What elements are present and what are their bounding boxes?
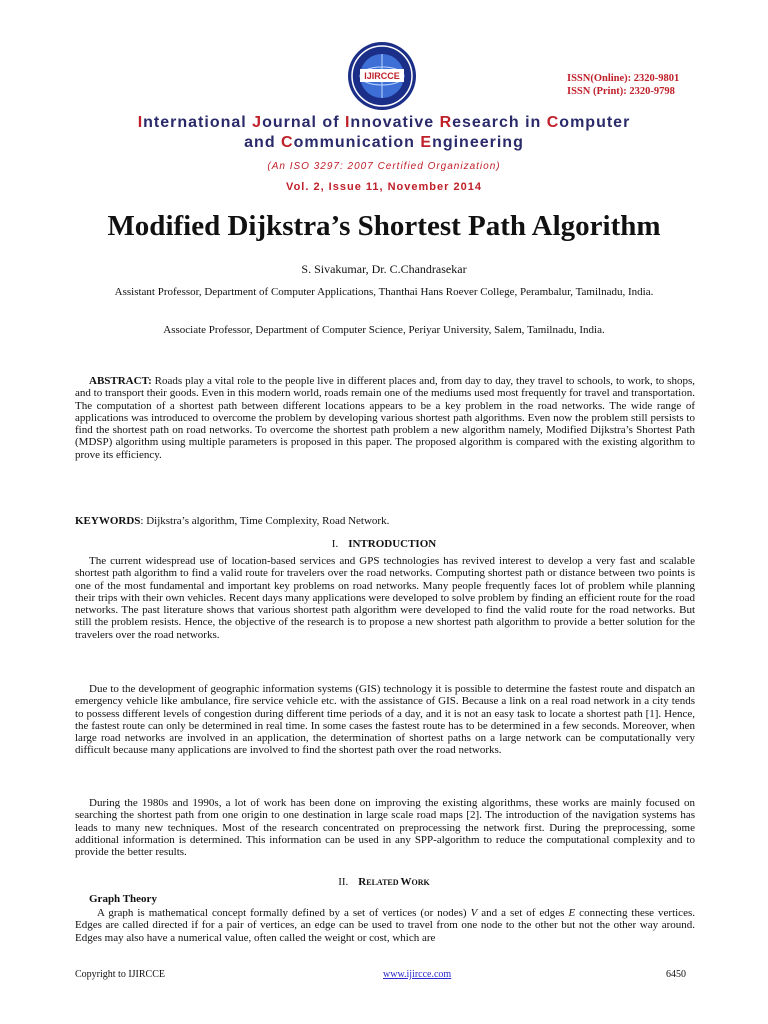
- footer-page-number: 6450: [666, 969, 686, 980]
- journal-initial: E: [420, 134, 433, 151]
- graph-theory-paragraph: [75, 907, 695, 944]
- subsection-title: Graph Theory: [89, 893, 157, 905]
- intro-paragraph-3: During the 1980s and 1990s, a lot of work has been done on improving the existing algorithms, these works are mainly focused on searching the shortest path from one origin to one destination in large scale road maps [2]. The introduction of the navigation systems has leads to many new techniques. Most of the research concentrated on preprocessing the network first. During the preprocessing, some additional information is determined. This information can be used in any SPP-algorithm to reduce the computational complexity and to provide the better results.: [75, 797, 695, 859]
- keywords-label: KEYWORDS: [75, 515, 141, 527]
- journal-initial: J: [252, 114, 263, 131]
- footer-copyright: Copyright to IJIRCCE: [75, 969, 166, 980]
- journal-title-line1: [0, 113, 768, 133]
- graph-symbol-v: V: [470, 907, 478, 919]
- journal-word: nnovative: [350, 114, 440, 131]
- graph-text: connecting these vertices. Edges are called directed if for a pair of vertices, an edge can be used to travel from one node to the other but not the other way around. Edges may also have a numerical value, often called the weight or cost, which are: [75, 907, 695, 944]
- section-title-smallcaps: ELATED: [366, 878, 401, 887]
- journal-initial: I: [344, 114, 351, 131]
- paper-authors: S. Sivakumar, Dr. C.Chandrasekar: [301, 262, 467, 276]
- abstract-label: ABSTRACT:: [89, 375, 152, 387]
- journal-logo: [346, 40, 418, 112]
- journal-initial: C: [281, 134, 294, 151]
- issn-print: ISSN (Print): 2320-9798: [567, 86, 675, 97]
- certification-line: (An ISO 3297: 2007 Certified Organization): [267, 161, 501, 172]
- affiliation-1: Assistant Professor, Department of Computer Applications, Thanthai Hans Roever College, Perambalur, Tamilnadu, India.: [114, 286, 654, 298]
- journal-word: ngineering: [432, 134, 524, 151]
- graph-symbol-e: E: [568, 907, 576, 919]
- journal-initial: I: [137, 114, 144, 131]
- volume-line: Vol. 2, Issue 11, November 2014: [286, 181, 482, 193]
- section-heading-related-work: [0, 876, 768, 888]
- section-number: I.: [331, 538, 339, 550]
- abstract-text: Roads play a vital role to the people live in different places and, from day to day, they travel to schools, to work, to shops, and to transport their goods. Even in this modern world, roads remain one of the mediums used most frequently for travel and transportation. The computation of a shortest path between different locations appears to be a key problem in the road networks. The wide range of applications was introduced to overcome the problem by developing various shortest path algorithms. Even now the problem still persists to find the shortest path on road networks. To overcome the shortest path problem a new algorithm namely, Modified Dijkstra’s Shortest Path (MDSP) algorithm using multiple parameters is proposed in this paper. The proposed algorithm is compared with the existing algorithm to prove its efficiency.: [75, 375, 695, 461]
- graph-text: and a set of edges: [477, 907, 569, 919]
- footer-link-wrapper: [383, 969, 451, 980]
- journal-word: omputer: [559, 114, 631, 131]
- footer-url-link[interactable]: www.ijircce.com: [383, 969, 452, 980]
- journal-initial: C: [546, 114, 560, 131]
- graph-text: A graph is mathematical concept formally defined by a set of vertices (or nodes): [97, 907, 471, 919]
- abstract: [75, 375, 695, 461]
- section-heading-introduction: [0, 538, 768, 550]
- section-title-w: W: [400, 876, 412, 888]
- journal-initial: R: [439, 114, 453, 131]
- journal-word: esearch in: [452, 114, 547, 131]
- journal-word: ommunication: [293, 134, 421, 151]
- journal-word: nternational: [143, 114, 253, 131]
- keywords-text: : Dijkstra’s algorithm, Time Complexity, Road Network.: [140, 515, 390, 527]
- section-title-first: R: [358, 876, 367, 888]
- intro-paragraph-1: The current widespread use of location-based services and GPS technologies has revived interest to develop a very fast and scalable shortest path algorithm to find a valid route for travelers over the road networks. Computing shortest path or distance between two points is one of the most fundamental and important key problems on road networks. Many people frequently faces lot of problem while planning their trips with their own vehicles. Recent days many applications were developed to solve problem by finding an efficient route for the road networks. The past literature shows that various shortest path algorithm were developed to find the valid route for the road networks. But still the problem resists. Hence, the objective of the research is to propose a new shortest path algorithm to provide a better solution for the travelers over the road networks.: [75, 555, 695, 641]
- intro-paragraph-2: Due to the development of geographic information systems (GIS) technology it is possible to determine the fastest route and dispatch an emergency vehicle like ambulance, fire service vehicle etc. with the assistance of GIS. Because a link on a real road network in a city tends to possess different levels of congestion during different time periods of a day, and it is not an easy task to locate a shortest path [1]. Hence, the fastest route can only be determined in real time. In some cases the fastest route has to be determined in a few seconds. Moreover, when large road networks are involved in an application, the determination of shortest paths on a large network can be computationally very difficult because many applications are involved to find the shortest path over the road networks.: [75, 683, 695, 757]
- logo-text: IJIRCCE: [364, 71, 400, 81]
- section-title-smallcaps: ORK: [411, 878, 430, 887]
- journal-word: ournal of: [262, 114, 345, 131]
- paper-title: Modified Dijkstra’s Shortest Path Algorithm: [107, 210, 661, 242]
- keywords: [75, 515, 389, 527]
- section-title: INTRODUCTION: [348, 538, 437, 550]
- journal-word: and: [244, 134, 282, 151]
- section-number: II.: [338, 876, 349, 888]
- journal-title-line2: [0, 133, 768, 153]
- issn-block: [567, 72, 679, 98]
- journal-title: [0, 113, 768, 153]
- issn-online: ISSN(Online): 2320-9801: [567, 73, 680, 84]
- affiliation-2: Associate Professor, Department of Computer Science, Periyar University, Salem, Tamilnadu, India.: [163, 324, 605, 336]
